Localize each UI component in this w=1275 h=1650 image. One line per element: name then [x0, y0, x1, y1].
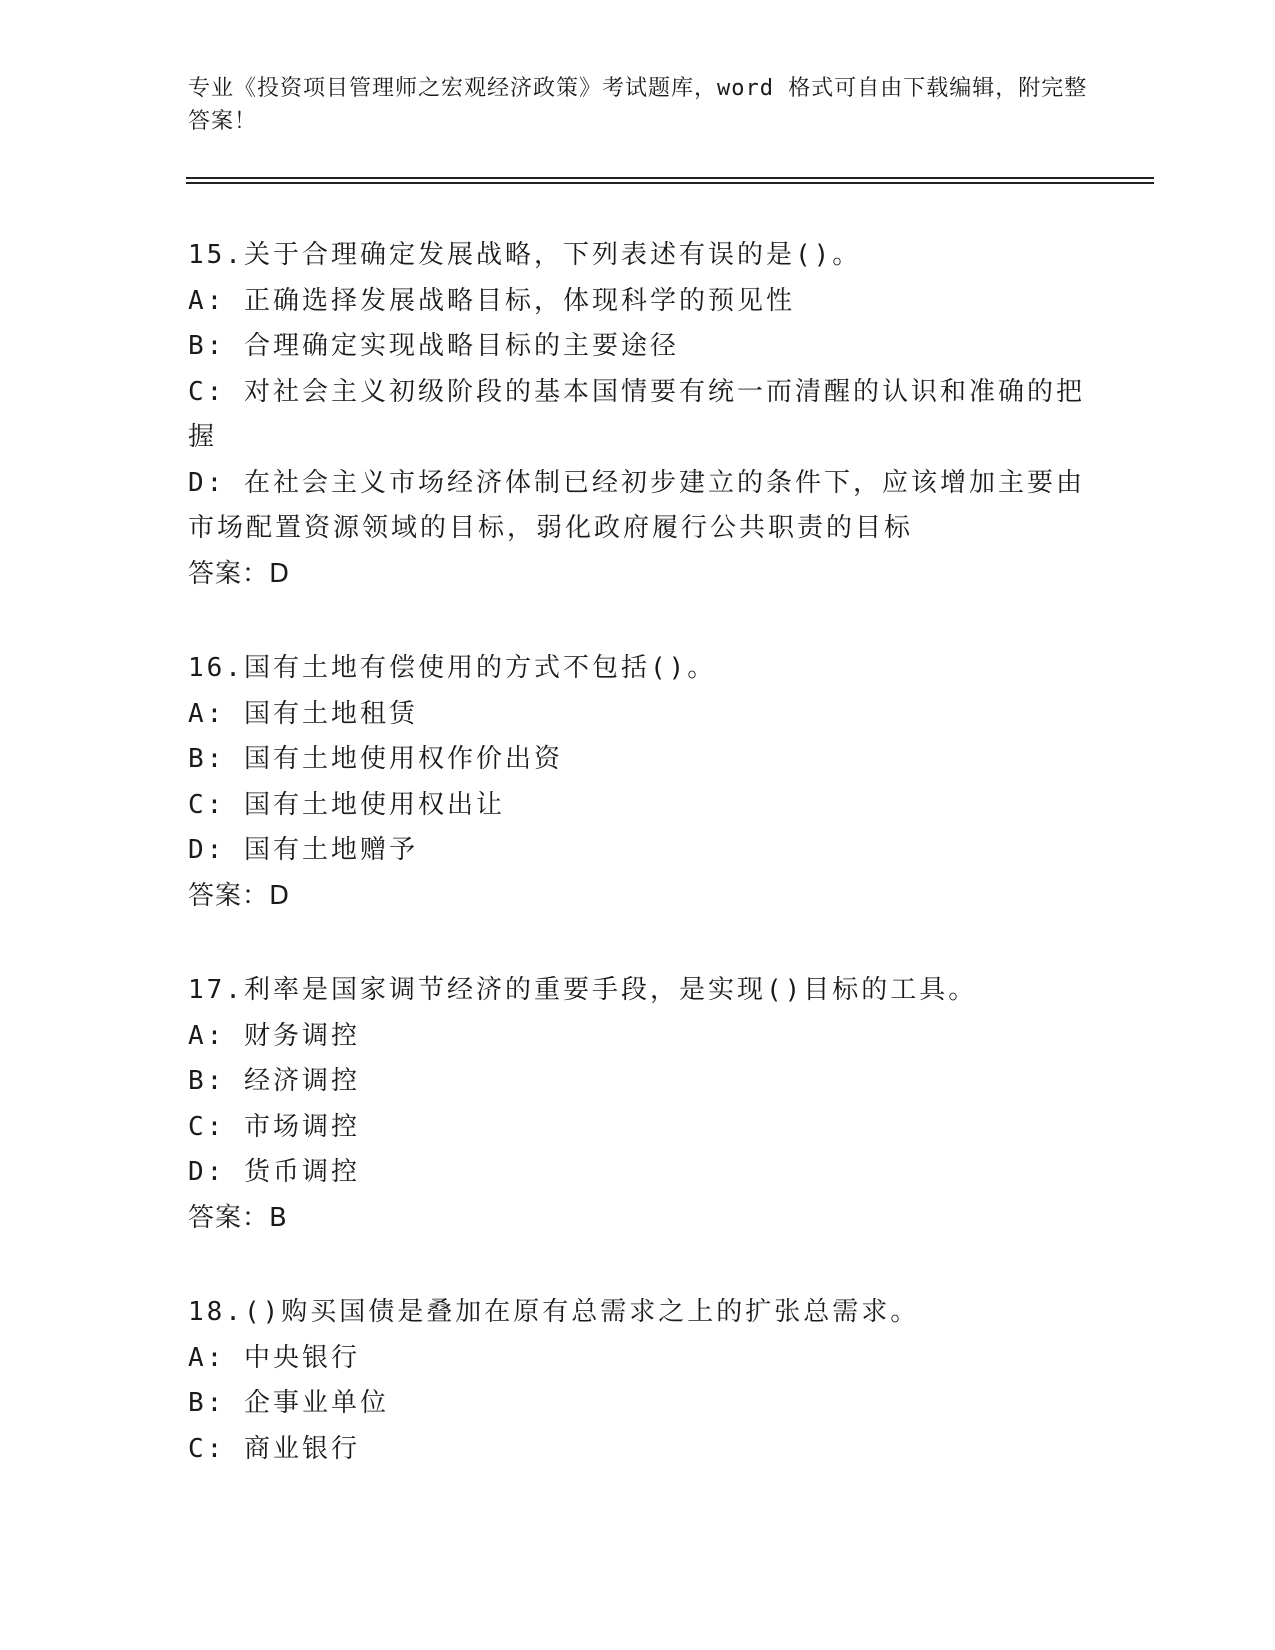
option-a: A: 中央银行 — [188, 1342, 360, 1373]
option-c: C: 对社会主义初级阶段的基本国情要有统一而清醒的认识和准确的把握 — [188, 376, 1085, 452]
option-b: B: 国有土地使用权作价出资 — [188, 744, 563, 774]
option-a: A: 财务调控 — [188, 1020, 360, 1051]
question-17 — [188, 968, 1088, 1241]
option-a: A: 正确选择发展战略目标，体现科学的预见性 — [188, 285, 795, 316]
option-c: C: 国有土地使用权出让 — [188, 789, 505, 820]
option-b: B: 企事业单位 — [188, 1388, 389, 1418]
header-rule-top — [186, 177, 1154, 179]
question-stem: 16.国有土地有偿使用的方式不包括()。 — [188, 653, 717, 683]
option-d: D: 国有土地赠予 — [188, 835, 418, 865]
option-c: C: 商业银行 — [188, 1433, 360, 1464]
question-15 — [188, 233, 1088, 597]
question-stem: 18.()购买国债是叠加在原有总需求之上的扩张总需求。 — [188, 1297, 920, 1327]
header-rule-bottom — [186, 182, 1154, 184]
option-a: A: 国有土地租赁 — [188, 698, 418, 729]
option-b: B: 合理确定实现战略目标的主要途径 — [188, 331, 679, 361]
option-d: D: 货币调控 — [188, 1157, 360, 1187]
question-stem: 17.利率是国家调节经济的重要手段，是实现()目标的工具。 — [188, 975, 978, 1005]
option-c: C: 市场调控 — [188, 1111, 360, 1142]
question-16 — [188, 646, 1088, 919]
document-header: 专业《投资项目管理师之宏观经济政策》考试题库，word 格式可自由下载编辑，附完整答案！ — [188, 76, 1088, 134]
option-b: B: 经济调控 — [188, 1066, 360, 1096]
option-d: D: 在社会主义市场经济体制已经初步建立的条件下，应该增加主要由市场配置资源领域的目标，弱化政府履行公共职责的目标 — [188, 467, 1085, 543]
question-18 — [188, 1290, 1088, 1472]
question-list — [188, 233, 1088, 1521]
answer: 答案：D — [188, 558, 291, 589]
question-stem: 15.关于合理确定发展战略，下列表述有误的是()。 — [188, 240, 862, 270]
answer: 答案：B — [188, 1202, 288, 1233]
answer: 答案：D — [188, 880, 291, 911]
